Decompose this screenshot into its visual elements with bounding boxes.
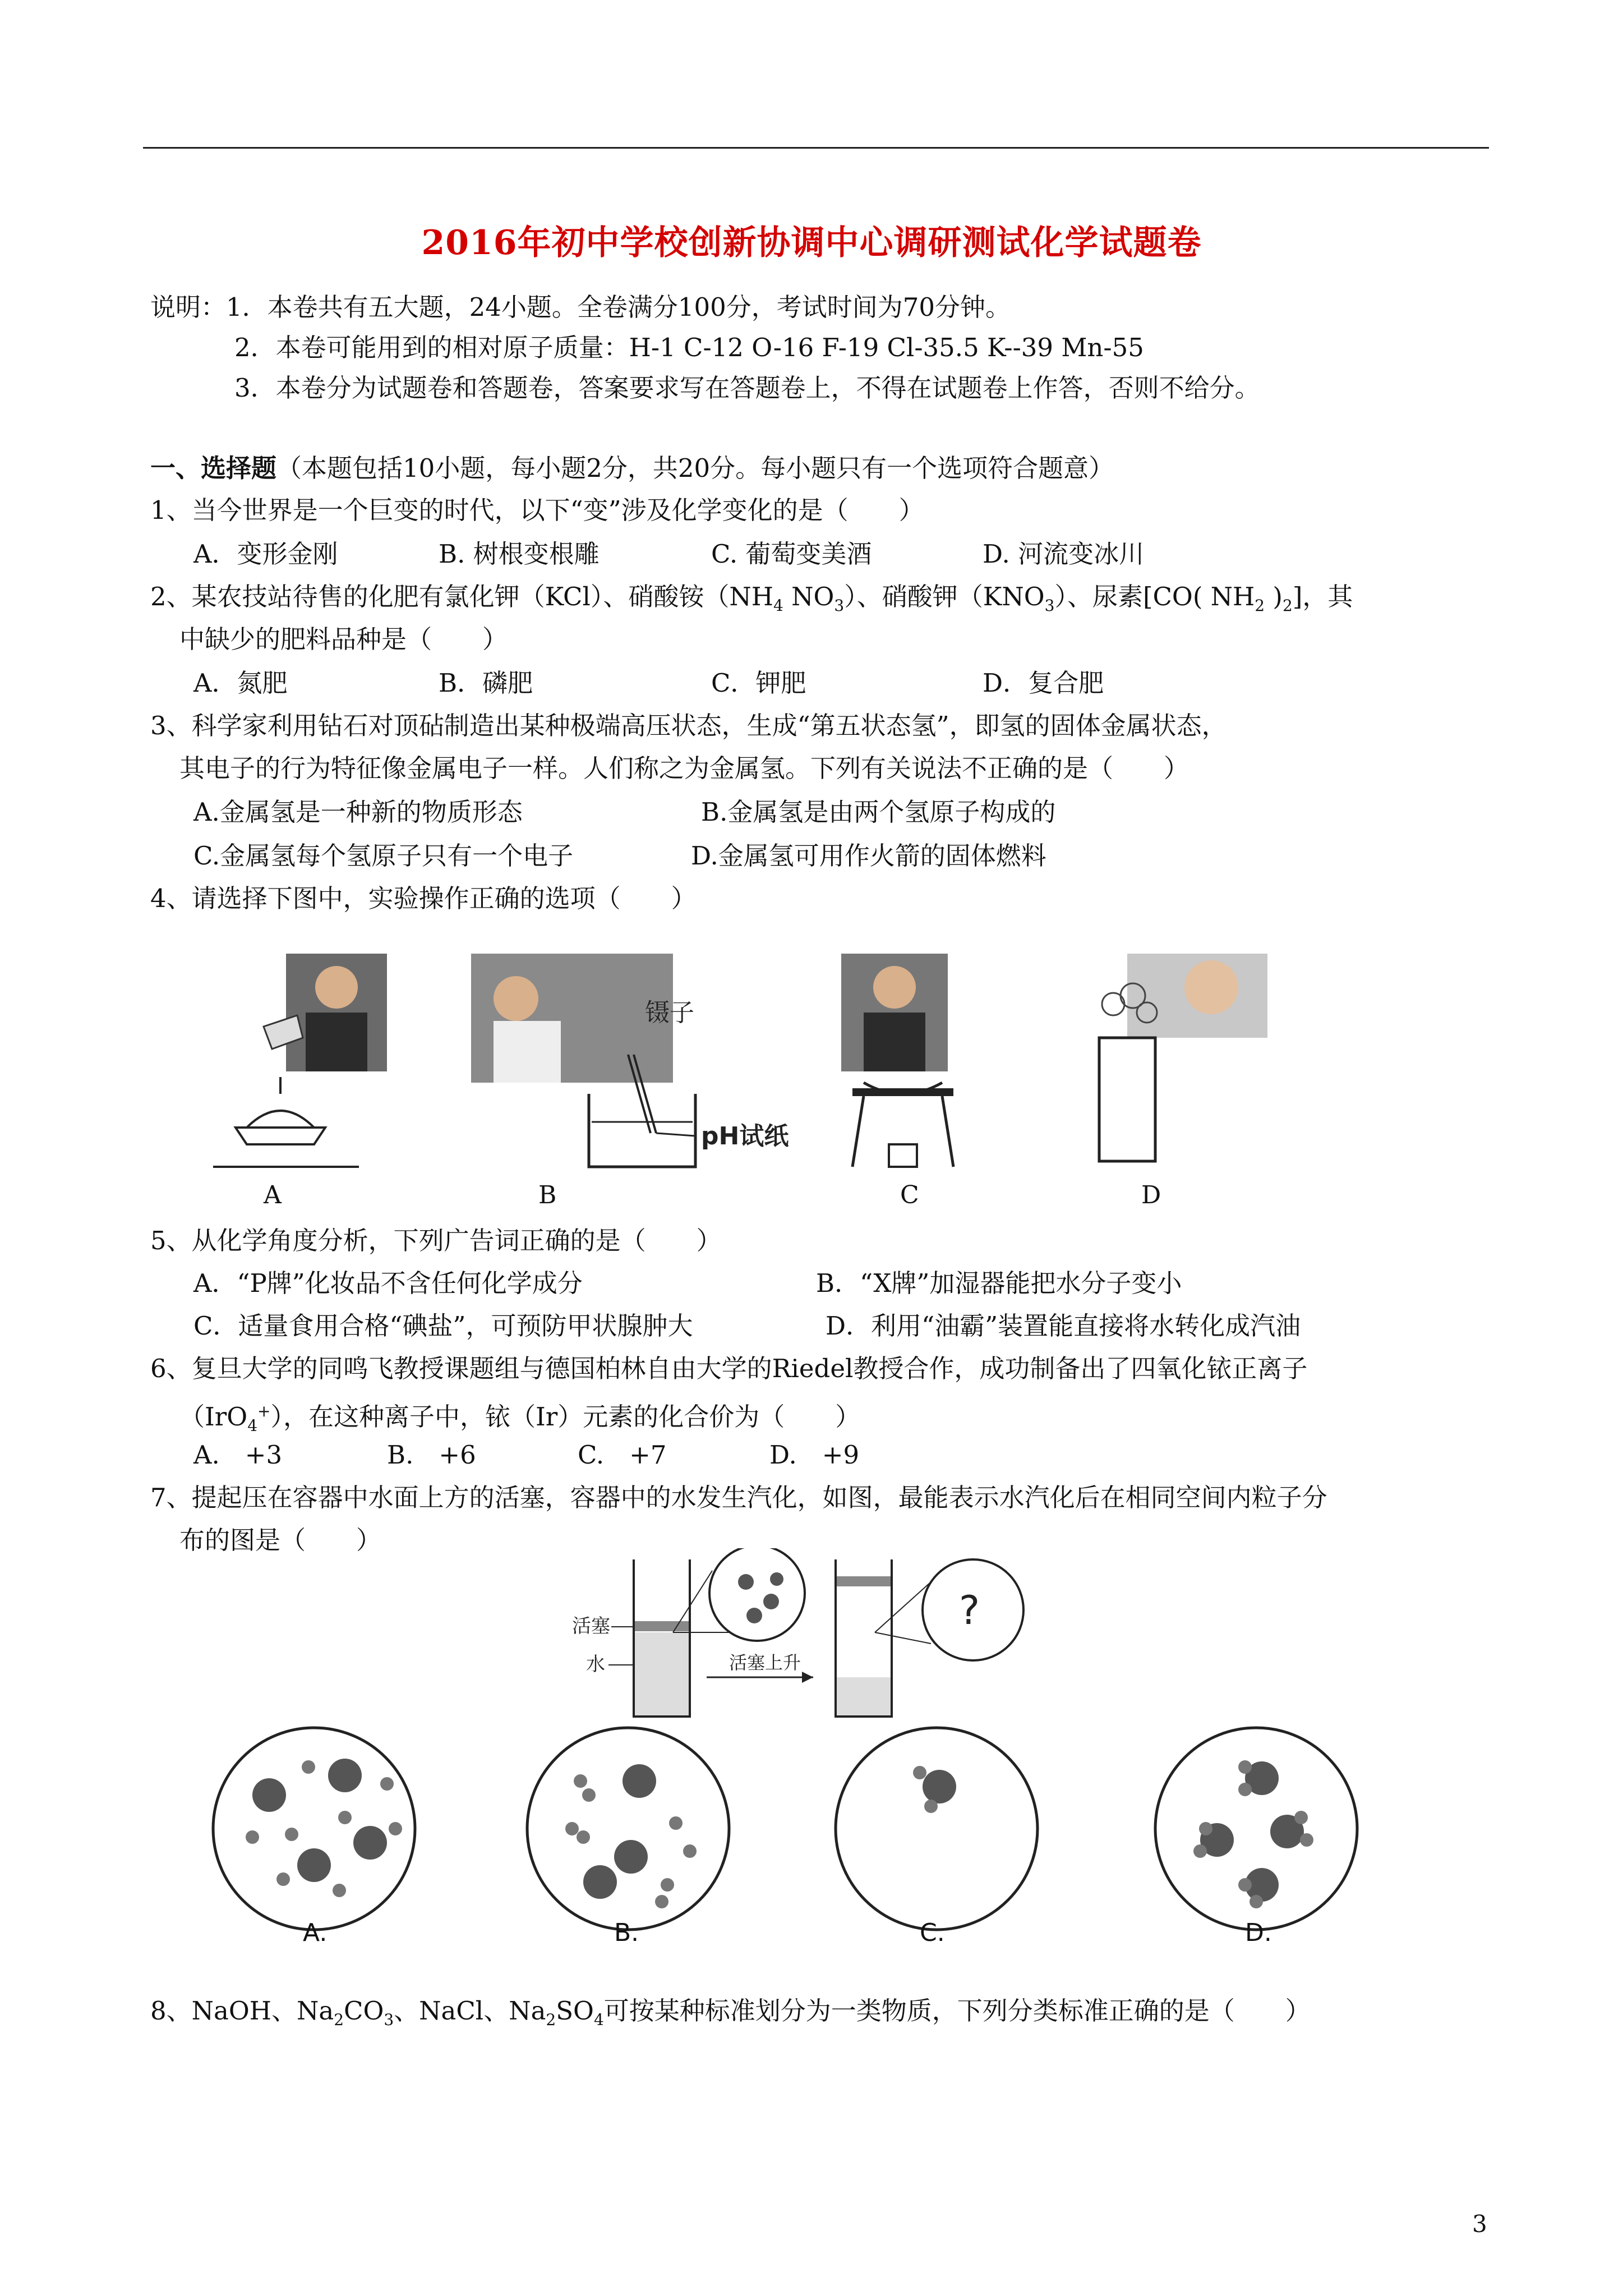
q7-stem-2: 布的图是（ ） <box>179 1525 382 1555</box>
q6-stem-2 <box>179 1395 860 1443</box>
q8-text-a: 8、NaOH、Na <box>150 1996 334 2026</box>
q1-option-b: B. 树根变根雕 <box>439 539 600 569</box>
q7-label-b: B. <box>614 1918 639 1947</box>
label-ph-paper: pH试纸 <box>701 1122 789 1151</box>
q6-option-a: A. +3 <box>193 1440 283 1470</box>
q8-sub-4: 4 <box>593 2010 604 2029</box>
q2-text-d: ）、尿素[CO( NH <box>1054 582 1255 611</box>
q6-sub: 4 <box>247 1416 258 1435</box>
notes-line-1 <box>150 291 1011 324</box>
q6-option-d: D. +9 <box>769 1440 860 1470</box>
figure-a <box>213 954 387 1167</box>
q5-option-d: D．利用“油霸”装置能直接将水转化成汽油 <box>826 1311 1301 1341</box>
figure-b <box>471 954 789 1167</box>
q2-text-b: NO <box>783 582 834 611</box>
zoom-circle-left <box>709 1548 805 1641</box>
note-1: 1．本卷共有五大题，24小题。全卷满分100分，考试时间为70分钟。 <box>226 292 1011 322</box>
q2-option-a: A．氮肥 <box>193 668 288 698</box>
label-water: 水 <box>586 1653 605 1676</box>
page-title: 2016年初中学校创新协调中心调研测试化学试题卷 <box>421 223 1202 263</box>
q4-label-a: A <box>264 1181 282 1209</box>
section-title: 一、选择题 <box>150 453 277 483</box>
q1-stem: 1、当今世界是一个巨变的时代，以下“变”涉及化学变化的是（ ） <box>150 495 924 525</box>
q2-text-e: ) <box>1265 582 1283 611</box>
q2-option-b: B．磷肥 <box>439 668 533 698</box>
q2-sub-5: 2 <box>1283 596 1293 615</box>
q2-sub-1: 4 <box>773 596 783 615</box>
q8-sub-3: 2 <box>546 2010 556 2029</box>
page-number: 3 <box>1472 2210 1487 2238</box>
q2-stem-2: 中缺少的肥料品种是（ ） <box>179 624 508 654</box>
q8-text-e: 可按某种标准划分为一类物质，下列分类标准正确的是（ ） <box>603 1996 1311 2026</box>
q1-option-d: D. 河流变冰川 <box>983 539 1145 569</box>
q6-sup: + <box>257 1402 271 1420</box>
label-piston: 活塞 <box>572 1615 610 1637</box>
q4-figure <box>202 942 1380 1200</box>
q8-sub-1: 2 <box>334 2010 344 2029</box>
option-circle-b <box>527 1728 729 1930</box>
q8-stem <box>150 1994 1311 2037</box>
figure-c <box>841 954 953 1167</box>
q6-option-c: C. +7 <box>578 1440 667 1470</box>
q5-option-b: B．“X牌”加湿器能把水分子变小 <box>816 1268 1182 1298</box>
q3-option-a: A.金属氢是一种新的物质形态 <box>193 797 523 827</box>
note-2: 2．本卷可能用到的相对原子质量：H-1 C-12 O-16 F-19 Cl-35.5 K--39 Mn-55 <box>234 333 1144 362</box>
q2-text-a: 2、某农技站待售的化肥有氯化钾（KCl）、硝酸铵（NH <box>150 582 773 611</box>
label-piston-up: 活塞上升 <box>729 1652 801 1673</box>
q3-option-b: B.金属氢是由两个氢原子构成的 <box>701 797 1056 827</box>
q7-options-figure <box>202 1717 1481 1975</box>
q4-stem: 4、请选择下图中，实验操作正确的选项（ ） <box>150 884 697 913</box>
q1-option-c: C. 葡萄变美酒 <box>711 539 872 569</box>
q2-sub-2: 3 <box>834 596 845 615</box>
q5-option-c: C．适量食用合格“碘盐”，可预防甲状腺肿大 <box>193 1311 693 1341</box>
label-tweezers: 镊子 <box>645 999 694 1027</box>
notes-prefix: 说明： <box>150 292 227 322</box>
q7-stem: 7、提起压在容器中水面上方的活塞，容器中的水发生汽化，如图，最能表示水汽化后在相同空间内粒子分 <box>150 1483 1327 1512</box>
header-rule <box>143 147 1489 149</box>
option-circle-d <box>1155 1728 1357 1930</box>
q2-sub-3: 3 <box>1044 596 1055 615</box>
section-heading <box>150 452 1114 485</box>
figure-d <box>1099 954 1267 1161</box>
q3-stem-2: 其电子的行为特征像金属电子一样。人们称之为金属氢。下列有关说法不正确的是（ ） <box>179 753 1189 783</box>
q7-label-d: D. <box>1245 1918 1272 1947</box>
q4-label-b: B <box>538 1181 557 1209</box>
q2-option-d: D．复合肥 <box>983 668 1104 698</box>
q2-stem <box>150 580 1353 623</box>
q4-label-d: D <box>1141 1181 1161 1209</box>
option-circle-c <box>836 1728 1038 1930</box>
question-mark: ? <box>959 1588 980 1634</box>
q6-stem: 6、复旦大学的同鸣飞教授课题组与德国柏林自由大学的Riedel教授合作，成功制备出了四氧化铱正离子 <box>150 1354 1308 1383</box>
q3-option-c: C.金属氢每个氢原子只有一个电子 <box>193 841 574 871</box>
q8-text-b: CO <box>344 1996 384 2026</box>
q6-text-a: （IrO <box>179 1402 248 1432</box>
q2-text-c: ）、硝酸钾（KNO <box>844 582 1045 611</box>
q8-text-c: 、NaCl、Na <box>394 1996 546 2026</box>
q8-text-d: SO <box>556 1996 594 2026</box>
q8-sub-2: 3 <box>384 2010 394 2029</box>
q5-stem: 5、从化学角度分析，下列广告词正确的是（ ） <box>150 1226 722 1255</box>
note-3: 3．本卷分为试题卷和答题卷，答案要求写在答题卷上，不得在试题卷上作答，否则不给分。 <box>234 373 1260 403</box>
q4-label-c: C <box>900 1181 919 1209</box>
q7-label-c: C. <box>920 1918 945 1947</box>
q6-text-b: ），在这种离子中，铱（Ir）元素的化合价为（ ） <box>270 1402 861 1432</box>
q2-text-f: ]，其 <box>1292 582 1353 611</box>
q2-option-c: C．钾肥 <box>711 668 806 698</box>
q3-stem: 3、科学家利用钻石对顶砧制造出某种极端高压状态，生成“第五状态氢”，即氢的固体金属状态， <box>150 711 1227 740</box>
q6-option-b: B. +6 <box>387 1440 476 1470</box>
q7-schematic <box>561 1548 1099 1733</box>
q5-option-a: A．“P牌”化妆品不含任何化学成分 <box>193 1268 583 1298</box>
option-circle-a <box>213 1728 415 1930</box>
alcohol-lamp-icon <box>247 1111 314 1128</box>
gas-jar-icon <box>1099 1038 1155 1161</box>
section-desc: （本题包括10小题，每小题2分，共20分。每小题只有一个选项符合题意） <box>276 453 1114 483</box>
q7-label-a: A. <box>303 1918 328 1947</box>
q1-option-a: A．变形金刚 <box>193 539 338 569</box>
q3-option-d: D.金属氢可用作火箭的固体燃料 <box>691 841 1046 871</box>
q2-sub-4: 2 <box>1255 596 1265 615</box>
